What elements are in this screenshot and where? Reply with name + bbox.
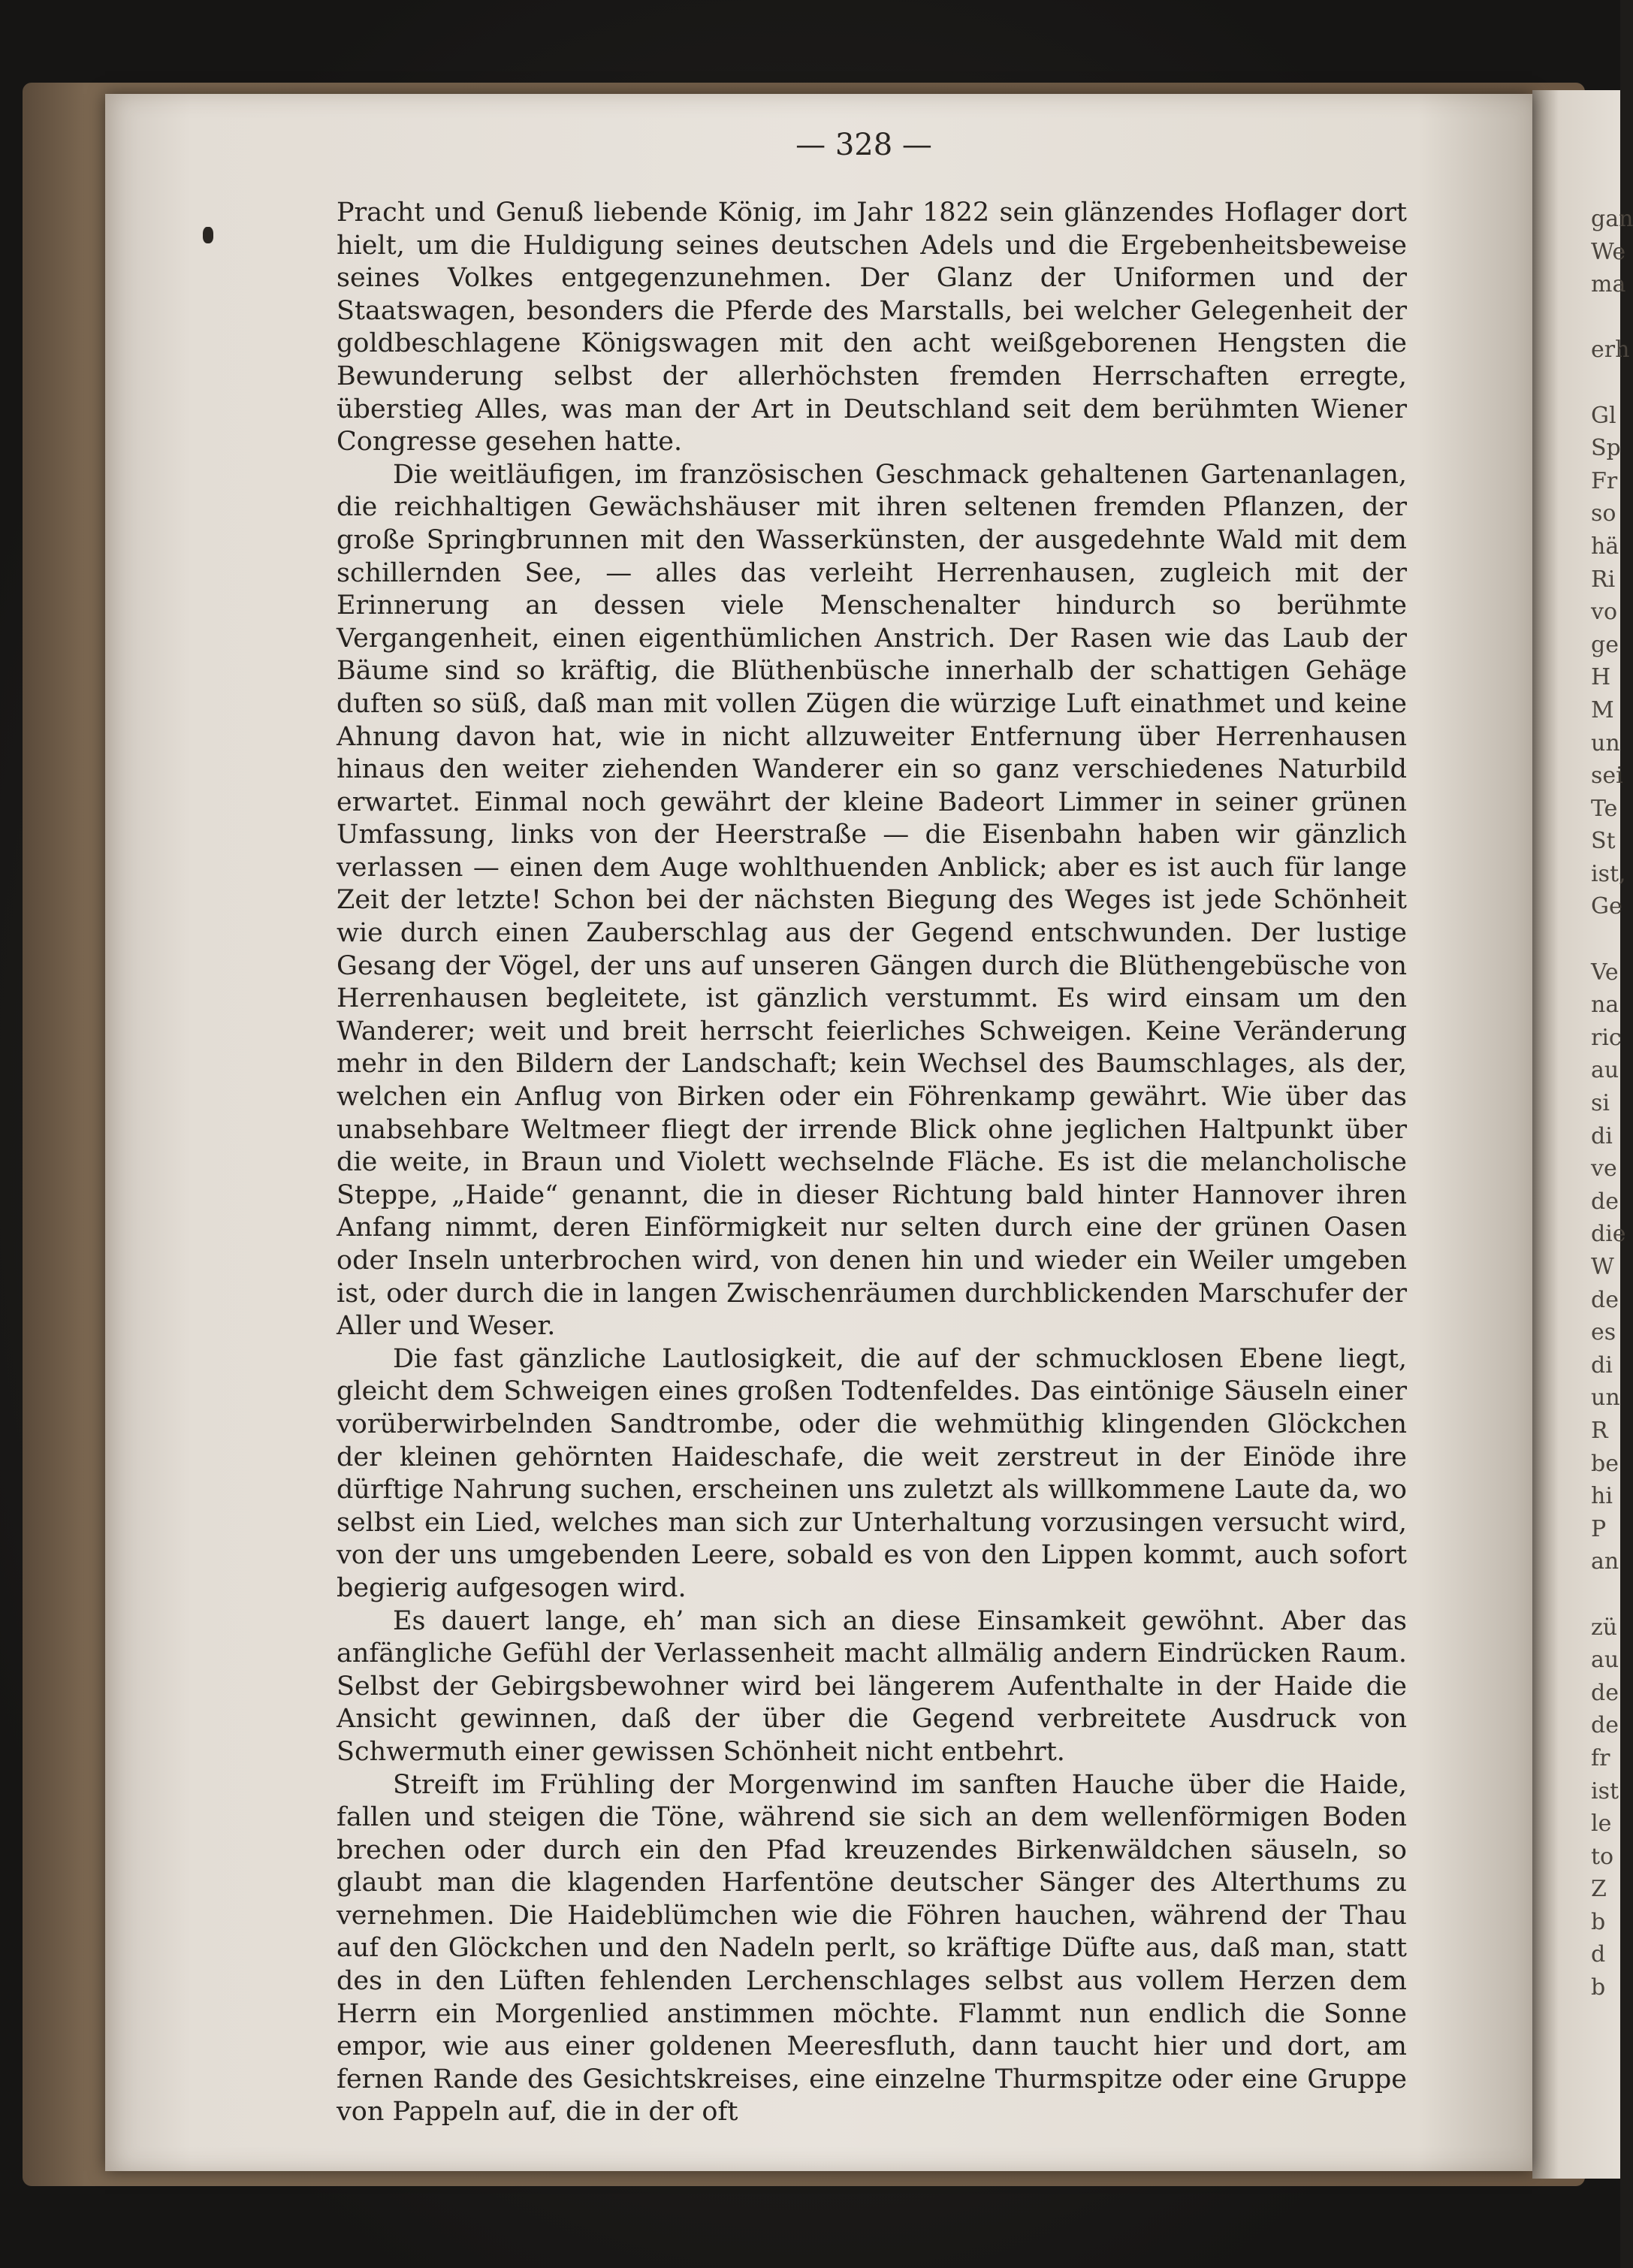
page-body-text (337, 197, 1407, 2129)
next-page-fragment: si (1591, 1090, 1610, 1117)
next-page-fragment: We (1591, 238, 1626, 265)
next-page-fragment: ist (1591, 1777, 1619, 1804)
next-page-fragment: so (1591, 500, 1616, 527)
next-page-fragment (1591, 923, 1620, 956)
next-page-fragment: de (1591, 1679, 1619, 1706)
next-page-fragment: na (1591, 992, 1619, 1019)
next-page-fragment: zü (1591, 1614, 1618, 1641)
paragraph-1: Pracht und Genuß liebende König, im Jahr 1822 sein glänzendes Hoflager dort hielt, um die Huldigung seines deutschen Adels und die Ergebenheitsbeweise seines Volkes entgegenzunehmen. Der Glanz der Uniformen und der Staatswagen, besonders die Pferde des Marstalls, bei welcher Gelegenheit der goldbeschlagene Königswagen mit den acht weißgeborenen Hengsten die Bewunderung selbst der allerhöchsten fremden Herrschaften erregte, überstieg Alles, was man der Art in Deutschland seit dem berühmten Wiener Congresse gesehen hatte. (337, 198, 1407, 458)
next-page-fragment: be (1591, 1450, 1619, 1477)
next-page-fragment (1591, 1578, 1620, 1611)
next-page-fragment: W (1591, 1254, 1614, 1280)
paragraph-3: Die fast gänzliche Lautlosigkeit, die auf der schmucklosen Ebene liegt, gleicht dem Schweigen eines großen Todtenfeldes. Das eintönige Säuseln einer vorüberwirbelnden Sandtrombe, oder die wehmüthig klingenden Glöckchen der kleinen gehörnten Haideschafe, die weit zerstreut in der Einöde ihre dürftige Nahrung suchen, erscheinen uns zuletzt als willkommene Laute da, wo selbst ein Lied, welches man sich zur Unterhaltung vorzusingen versucht wird, von der uns umgebenden Leere, sobald es von den Lippen kommt, auch sofort begierig aufgesogen wird. (337, 1343, 1407, 1603)
next-page-fragment: Gl (1591, 402, 1616, 429)
next-page-fragment: le (1591, 1810, 1612, 1838)
next-page-fragment: H (1591, 664, 1611, 691)
next-page-fragment: sei (1591, 763, 1623, 790)
next-page-fragment: R (1591, 1417, 1608, 1444)
next-page-fragment: hä (1591, 533, 1619, 560)
next-page-fragment: M (1591, 696, 1614, 723)
next-page-fragment: hi (1591, 1483, 1613, 1510)
paragraph-4: Es dauert lange, eh’ man sich an diese Einsamkeit gewöhnt. Aber das anfängliche Gefühl der Verlassenheit macht allmälig andern Eindrücken Raum. Selbst der Gebirgsbewohner wird bei längerem Aufenthalte in der Haide die Ansicht gewinnen, daß der über die Gegend verbreitete Ausdruck von Schwermuth einer gewissen Schönheit nicht entbehrt. (337, 1605, 1407, 1767)
next-page-fragment: erh (1591, 337, 1630, 364)
next-page-fragment: Z (1591, 1876, 1607, 1903)
next-page-fragment: ma (1591, 271, 1626, 298)
next-page-fragment: di (1591, 1122, 1613, 1149)
next-page-fragment: fr (1591, 1744, 1610, 1771)
paragraph-2: Die weitläufigen, im französischen Geschmack gehaltenen Gartenanlagen, die reichhaltigen Gewächshäuser mit ihren seltenen fremden Pflanzen, der große Springbrunnen mit den Wasserkünsten, der ausgedehnte Wald mit dem schillernden See, — alles das verleiht Herrenhausen, zugleich mit der Erinnerung an dessen viele Menschenalter hindurch so berühmte Vergangenheit, einen eigenthümlichen Anstrich. Der Rasen wie das Laub der Bäume sind so kräftig, die Blüthenbüsche innerhalb der schattigen Gehäge duften so süß, daß man mit vollen Zügen die würzige Luft einathmet und keine Ahnung davon hat, wie in nicht allzuweiter Entfernung über Herrenhausen hinaus den weiter ziehenden Wanderer ein so ganz verschiedenes Naturbild erwartet. Einmal noch gewährt der kleine Badeort Limmer in seiner grünen Umfassung, links von der Heerstraße — die Eisenbahn haben wir gänzlich verlassen — einen dem Auge wohlthuenden Anblick; aber es ist auch für lange Zeit der letzte! Schon bei der nächsten Biegung des Weges ist jede Schönheit wie durch einen Zauberschlag aus der Gegend entschwunden. Der lustige Gesang der Vögel, der uns auf unseren Gängen durch die Blüthengebüsche von Herrenhausen begleitete, ist gänzlich verstummt. Es wird einsam um den Wanderer; weit und breit herrscht feierliches Schweigen. Keine Veränderung mehr in den Bildern der Landschaft; kein Wechsel des Baumschlages, als der, welchen ein Anflug von Birken oder ein Föhrenkamp gewährt. Wie über das unabsehbare Weltmeer fliegt der irrende Blick ohne jeglichen Haltpunkt über die weite, in Braun und Violett wechselnde Fläche. Es ist die melancholische Steppe, „Haide“ genannt, die in dieser Richtung bald hinter Hannover ihren Anfang nimmt, deren Einförmigkeit nur selten durch eine der grünen Oasen oder Inseln unterbrochen wird, von denen hin und wieder ein Weiler umgeben ist, oder durch die in langen Zwischenräumen durchblickenden Marschufer der Aller und Weser. (337, 459, 1407, 1342)
next-page-fragment: Fr (1591, 467, 1618, 494)
next-page-fragment: Te (1591, 795, 1618, 822)
next-page-fragment: Sp (1591, 435, 1621, 462)
next-page-fragment: Ri (1591, 566, 1616, 593)
next-page-fragment: Ve (1591, 959, 1619, 986)
next-page-fragment: an (1591, 1548, 1619, 1575)
next-page-fragment: ist, (1591, 860, 1626, 887)
next-page-fragment: de (1591, 1286, 1619, 1313)
next-page-fragment: au (1591, 1647, 1619, 1674)
next-page-fragment: di (1591, 1351, 1613, 1379)
next-page-fragment: Ge (1591, 893, 1622, 920)
next-page-fragment: P (1591, 1515, 1607, 1542)
next-page-fragment: b (1591, 1908, 1606, 1935)
next-page-fragment: die (1591, 1221, 1626, 1248)
next-page-fragment: ge (1591, 631, 1619, 658)
next-page-fragment: d (1591, 1941, 1606, 1968)
next-page-fragment: to (1591, 1843, 1614, 1870)
next-page-text-fragments (1591, 203, 1633, 2081)
next-page-fragment: un (1591, 1385, 1620, 1412)
next-page-fragment: ric (1591, 1024, 1622, 1051)
next-page-fragment (1591, 367, 1620, 400)
next-page-fragment (1591, 301, 1620, 334)
ink-mark (203, 227, 213, 243)
next-page-fragment: es (1591, 1319, 1616, 1346)
next-page-fragment: un (1591, 729, 1620, 757)
next-page-fragment: ve (1591, 1155, 1617, 1182)
paragraph-5: Streift im Frühling der Morgenwind im sanften Hauche über die Haide, fallen und steigen die Töne, während sie sich an dem wellenförmigen Boden brechen oder durch ein den Pfad kreuzendes Birkenwäldchen säuseln, so glaubt man die klagenden Harfentöne deutscher Sänger des Alterthums zu vernehmen. Die Haideblümchen wie die Föhren hauchen, während der Thau auf den Glöckchen und den Nadeln perlt, so kräftige Düfte aus, daß man, statt des in den Lüften fehlenden Lerchenschlages selbst aus vollem Herzen dem Herrn ein Morgenlied anstimmen möchte. Flammt nun endlich die Sonne empor, wie aus einer goldenen Meeresfluth, dann taucht hier und dort, am fernen Rande des Gesichtskreises, eine einzelne Thurmspitze oder eine Gruppe von Pappeln auf, die in der oft (337, 1769, 1407, 2128)
next-page-fragment: St (1591, 828, 1616, 855)
next-page-fragment: gan (1591, 206, 1633, 232)
next-page-fragment: au (1591, 1057, 1619, 1084)
next-page-fragment: b (1591, 1974, 1606, 2001)
next-page-fragment: de (1591, 1712, 1619, 1739)
next-page-fragment: de (1591, 1188, 1619, 1215)
next-page-fragment: vo (1591, 599, 1618, 626)
page-number: — 328 — (795, 128, 932, 162)
